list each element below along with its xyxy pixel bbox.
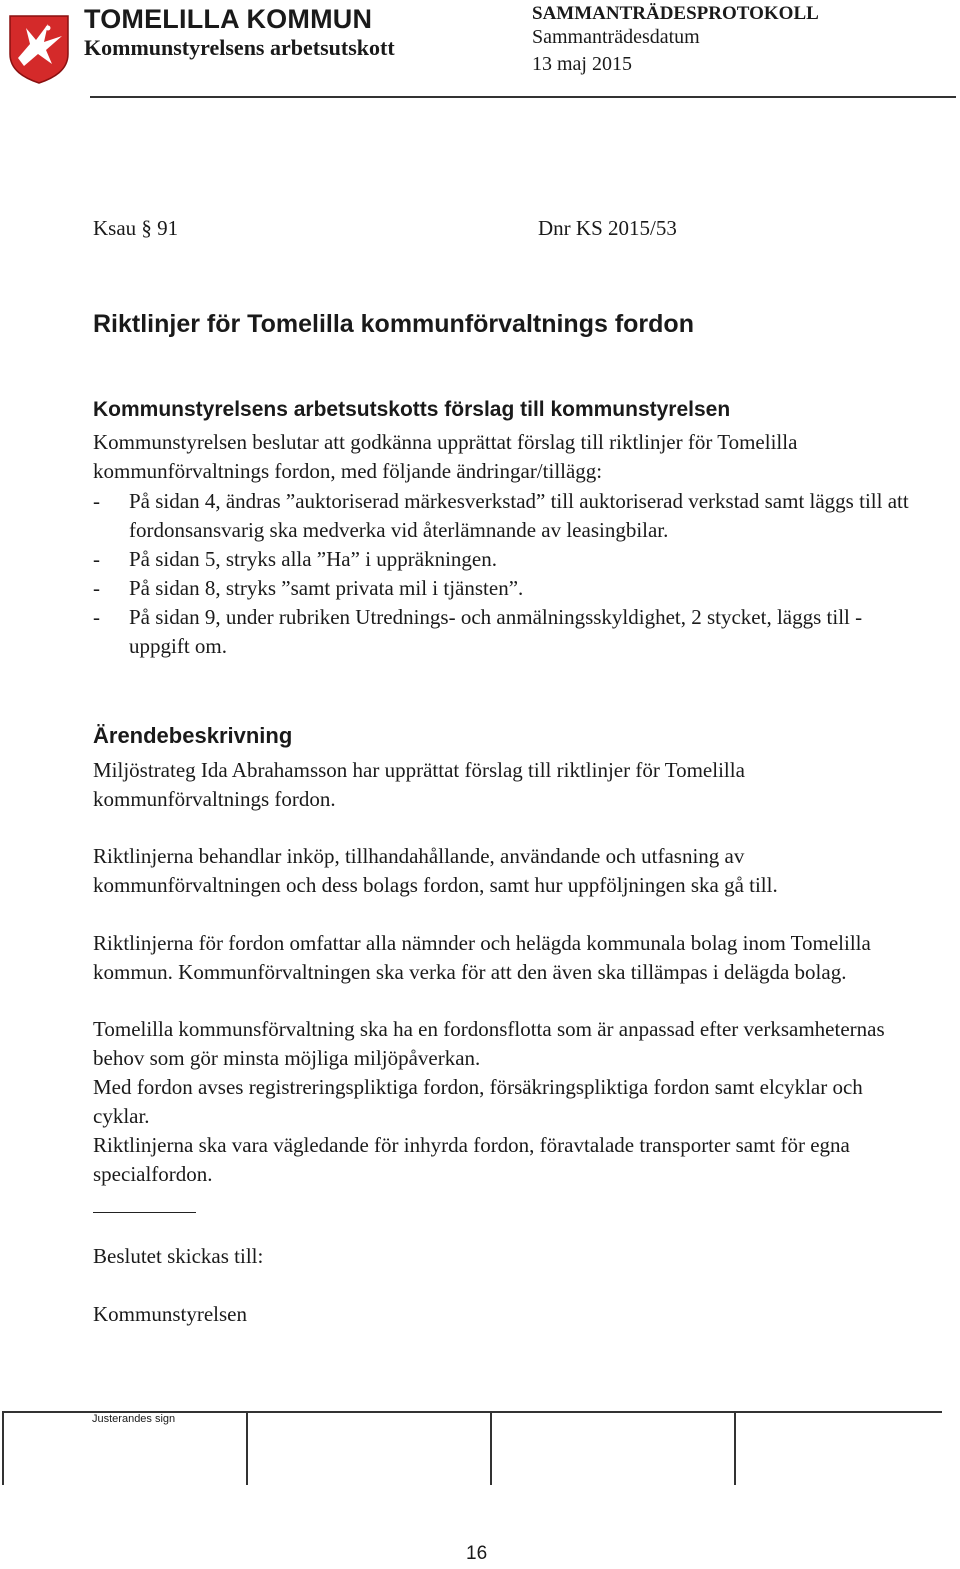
protocol-title: SAMMANTRÄDESPROTOKOLL xyxy=(532,3,819,24)
protocol-date-label: Sammanträdesdatum xyxy=(532,26,700,48)
signature-cell xyxy=(490,1413,492,1485)
signature-cell xyxy=(734,1413,736,1485)
org-unit: Kommunstyrelsens arbetsutskott xyxy=(84,35,395,60)
header-divider xyxy=(90,96,956,98)
ksau-number: Ksau § 91 xyxy=(93,216,179,240)
description-paragraph: Miljöstrateg Ida Abrahamsson har upprättat förslag till riktlinjer för Tomelilla kommunförvaltnings fordon. xyxy=(93,758,745,811)
recipient: Kommunstyrelsen xyxy=(93,1302,247,1326)
description-paragraph: Riktlinjerna ska vara vägledande för inhyrda fordon, föravtalade transporter samt för egna specialfordon. xyxy=(93,1133,850,1186)
protocol-date: 13 maj 2015 xyxy=(532,53,632,75)
list-item xyxy=(93,487,913,545)
list-item xyxy=(93,545,913,574)
signature-cell xyxy=(2,1413,4,1485)
list-item-text: På sidan 8, stryks ”samt privata mil i tjänsten”. xyxy=(129,576,524,600)
list-item xyxy=(93,603,913,661)
description-paragraph: Tomelilla kommunsförvaltning ska ha en fordonsflotta som är anpassad efter verksamheternas behov som gör minsta möjliga miljöpåverkan. xyxy=(93,1017,885,1070)
tomelilla-coat-of-arms-icon xyxy=(8,14,70,84)
list-item xyxy=(93,574,913,603)
list-dash: - xyxy=(93,605,100,629)
list-item-text: På sidan 9, under rubriken Utrednings- och anmälningsskyldighet, 2 stycket, läggs till - uppgift om. xyxy=(129,605,863,658)
proposal-heading: Kommunstyrelsens arbetsutskotts förslag till kommunstyrelsen xyxy=(93,398,731,421)
document-title: Riktlinjer för Tomelilla kommunförvaltnings fordon xyxy=(93,310,694,338)
description-paragraph: Med fordon avses registreringspliktiga fordon, försäkringspliktiga fordon samt elcyklar och cyklar. xyxy=(93,1075,863,1128)
signature-cell xyxy=(246,1413,248,1485)
list-dash: - xyxy=(93,576,100,600)
list-item-text: På sidan 5, stryks alla ”Ha” i uppräkningen. xyxy=(129,547,497,571)
signature-label: Justerandes sign xyxy=(92,1413,176,1425)
list-item-text: På sidan 4, ändras ”auktoriserad märkesverkstad” till auktoriserad verkstad samt läggs till att fordonsansvarig ska medverka vid återlämnande av leasingbilar. xyxy=(129,489,909,542)
sent-to-label: Beslutet skickas till: xyxy=(93,1244,264,1268)
proposal-intro: Kommunstyrelsen beslutar att godkänna upprättat förslag till riktlinjer för Tomelilla kommunförvaltnings fordon, med följande ändringar/tillägg: xyxy=(93,430,798,483)
dnr-number: Dnr KS 2015/53 xyxy=(538,216,677,240)
section-divider xyxy=(93,1212,196,1213)
list-dash: - xyxy=(93,489,100,513)
description-heading: Ärendebeskrivning xyxy=(93,723,293,748)
amendment-list xyxy=(93,487,913,661)
org-name: TOMELILLA KOMMUN xyxy=(84,4,373,34)
description-paragraph: Riktlinjerna för fordon omfattar alla nämnder och helägda kommunala bolag inom Tomelilla kommun. Kommunförvaltningen ska verka för att den även ska tillämpas i delägda bolag. xyxy=(93,931,871,984)
list-dash: - xyxy=(93,547,100,571)
description-paragraph: Riktlinjerna behandlar inköp, tillhandahållande, användande och utfasning av kommunförvaltningen och dess bolags fordon, samt hur uppföljningen ska gå till. xyxy=(93,844,778,897)
page-number: 16 xyxy=(466,1543,488,1564)
